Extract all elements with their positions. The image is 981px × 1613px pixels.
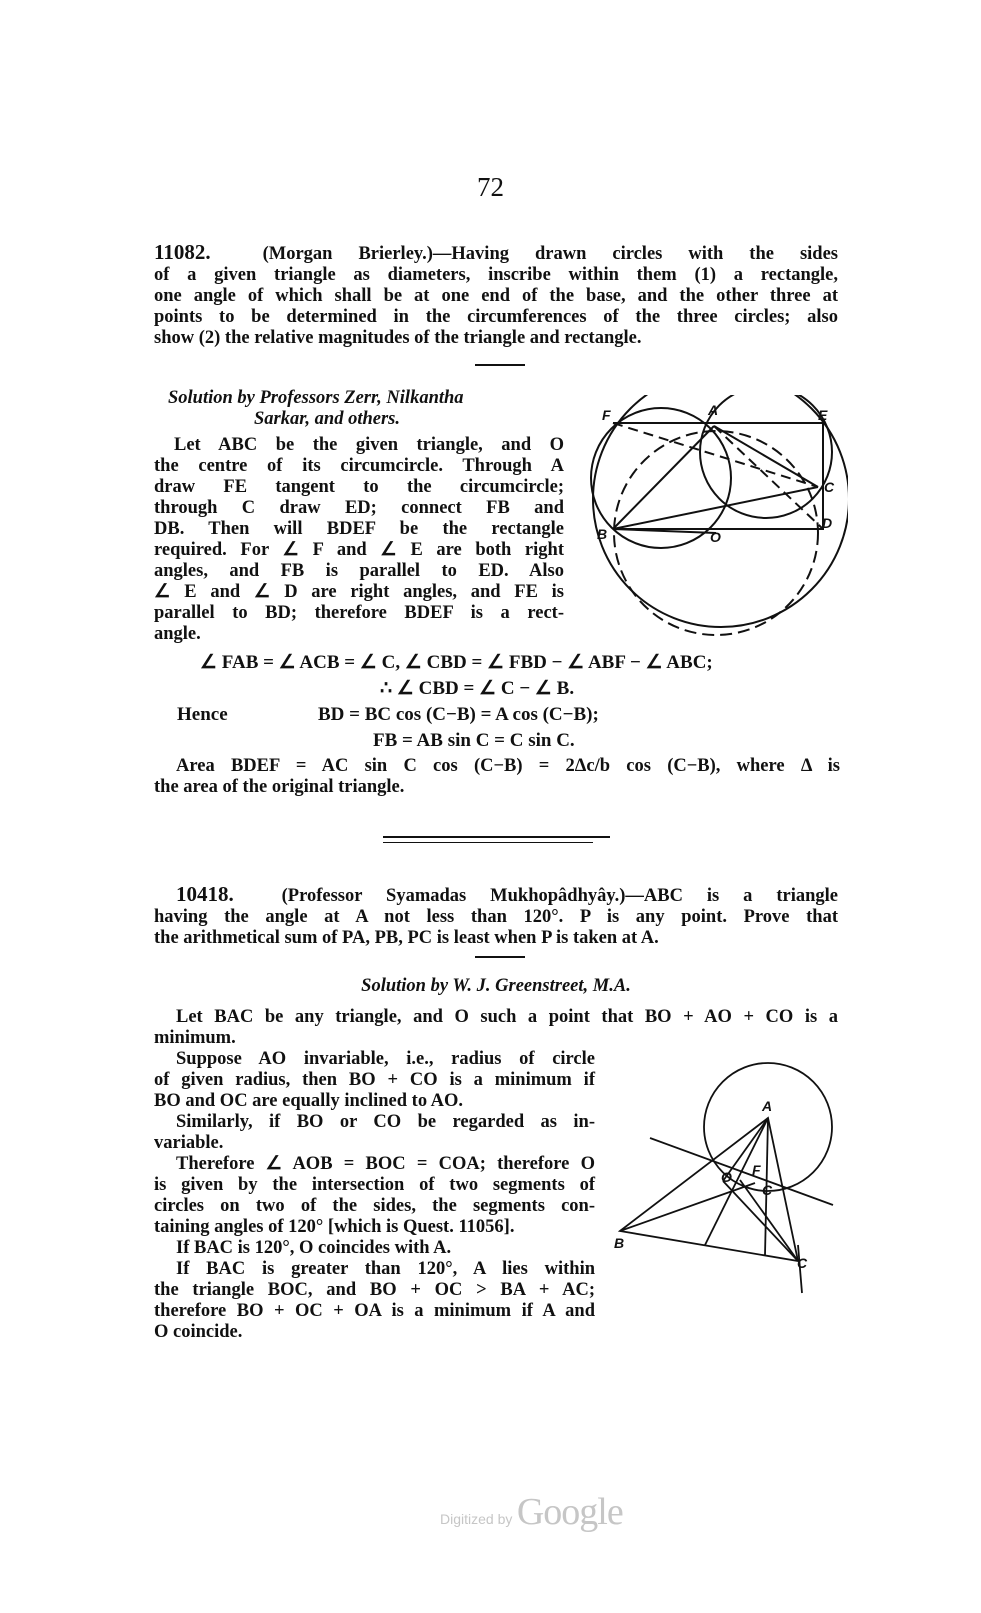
body-line: Similarly, if BO or CO be regarded as in- (176, 1112, 595, 1132)
body-line: the triangle BOC, and BO + OC > BA + AC; (154, 1280, 595, 1300)
solution-heading: Solution by W. J. Greenstreet, M.A. (361, 976, 631, 996)
figure-circles-rectangle (588, 395, 848, 645)
area-line: Area BDEF = AC sin C cos (C−B) = 2Δc/b cos (C−B), where Δ is (176, 756, 840, 776)
side-ac (714, 426, 818, 487)
body-line: of given radius, then BO + CO is a minimum if (154, 1070, 595, 1090)
equation-line: ∴ ∠ CBD = ∠ C − ∠ B. (380, 678, 575, 699)
fig1-label-c: C (824, 479, 835, 495)
body-line: Suppose AO invariable, i.e., radius of circle (176, 1049, 595, 1069)
problem-11082-statement (154, 242, 838, 349)
fig2-label-o: O (721, 1169, 732, 1185)
equation-line: BD = BC cos (C−B) = A cos (C−B); (318, 704, 599, 725)
body-line: therefore BO + OC + OA is a minimum if A and (154, 1301, 595, 1321)
body-line: is given by the intersection of two segments of (154, 1175, 595, 1195)
fig1-label-b: B (597, 526, 608, 542)
problem-10418-statement (154, 884, 838, 949)
fig1-label-o: O (710, 529, 721, 545)
body-line: draw FE tangent to the circumcircle; (154, 477, 564, 497)
fig1-label-e: E (818, 407, 828, 423)
problem-line: points to be determined in the circumferences of the three circles; also (154, 307, 838, 327)
fig2-label-a: A (762, 1098, 773, 1114)
line-o-4 (705, 1118, 768, 1245)
body-line: If BAC is greater than 120°, A lies within (176, 1259, 595, 1279)
fig1-label-d: D (822, 515, 833, 531)
body-line: variable. (154, 1133, 224, 1153)
page-number: 72 (477, 172, 504, 202)
intro-line: Let BAC be any triangle, and O such a point that BO + AO + CO is a (176, 1007, 838, 1027)
body-line: circles on two of the sides, the segments con- (154, 1196, 595, 1216)
digitized-watermark (440, 1490, 623, 1534)
watermark-prefix: Digitized by (440, 1511, 513, 1527)
body-line: angle. (154, 624, 201, 644)
fig2-label-f: F (752, 1162, 761, 1178)
body-line: taining angles of 120° [which is Quest. 11056]. (154, 1217, 515, 1237)
side-ab (613, 426, 714, 529)
line-o-3 (723, 1181, 798, 1261)
problem-line: having the angle at A not less than 120°. P is any point. Prove that (154, 907, 838, 927)
problem-line: 11082. (Morgan Brierley.)—Having drawn circles with the sides (154, 240, 838, 264)
equation-line: FB = AB sin C = C sin C. (373, 730, 575, 751)
area-line: the area of the original triangle. (154, 777, 405, 797)
body-line: DB. Then will BDEF be the rectangle (154, 519, 564, 539)
problem-line: of a given triangle as diameters, inscribe within them (1) a rectangle, (154, 265, 838, 285)
solution-body (154, 1049, 595, 1343)
problem-line: show (2) the relative magnitudes of the triangle and rectangle. (154, 328, 642, 348)
problem-number: 10418. (176, 882, 234, 906)
body-line: BO and OC are equally inclined to AO. (154, 1091, 464, 1111)
body-line: through C draw ED; connect FB and (154, 498, 564, 518)
body-line: the centre of its circumcircle. Through A (154, 456, 564, 476)
fig2-label-b: B (614, 1235, 625, 1251)
double-divider-top (383, 836, 610, 838)
section-divider (475, 956, 525, 958)
solution-intro (154, 1007, 838, 1049)
problem-line: the arithmetical sum of PA, PB, PC is least when P is taken at A. (154, 928, 659, 948)
body-line: angles, and FB is parallel to ED. Also (154, 561, 564, 581)
body-line: required. For ∠ F and ∠ E are both right (154, 540, 564, 560)
equation-line: ∠ FAB = ∠ ACB = ∠ C, ∠ CBD = ∠ FBD − ∠ ABF − ∠ ABC; (200, 652, 713, 673)
body-line: O coincide. (154, 1322, 243, 1342)
solution-body (154, 435, 564, 645)
body-line: Therefore ∠ AOB = BOC = COA; therefore O (176, 1154, 595, 1174)
fig1-label-a: A (708, 402, 719, 418)
figure-triangle-minimum (605, 1055, 840, 1295)
body-line: parallel to BD; therefore BDEF is a rect- (154, 603, 564, 623)
area-statement (154, 756, 840, 798)
double-divider-bottom (383, 842, 593, 843)
problem-line: one angle of which shall be at one end of the base, and the other three at (154, 286, 838, 306)
body-line: Let ABC be the given triangle, and O (174, 435, 564, 455)
body-line: ∠ E and ∠ D are right angles, and FE is (154, 582, 564, 602)
body-line: If BAC is 120°, O coincides with A. (176, 1238, 452, 1258)
line-o-2 (620, 1183, 755, 1231)
google-logo: Google (516, 1491, 623, 1533)
fig2-label-c: C (797, 1255, 808, 1271)
equation-label-hence: Hence (177, 704, 228, 725)
solution-heading: Solution by Professors Zerr, Nilkantha Sarkar, and others. (168, 388, 464, 429)
intro-line: minimum. (154, 1028, 236, 1048)
fig2-label-c-inner: C (762, 1182, 773, 1198)
section-divider (475, 364, 525, 366)
problem-number: 11082. (154, 240, 211, 264)
problem-line: 10418. (Professor Syamadas Mukhopâdhyây.)—ABC is a triangle (176, 882, 838, 906)
fig1-label-f: F (602, 407, 611, 423)
